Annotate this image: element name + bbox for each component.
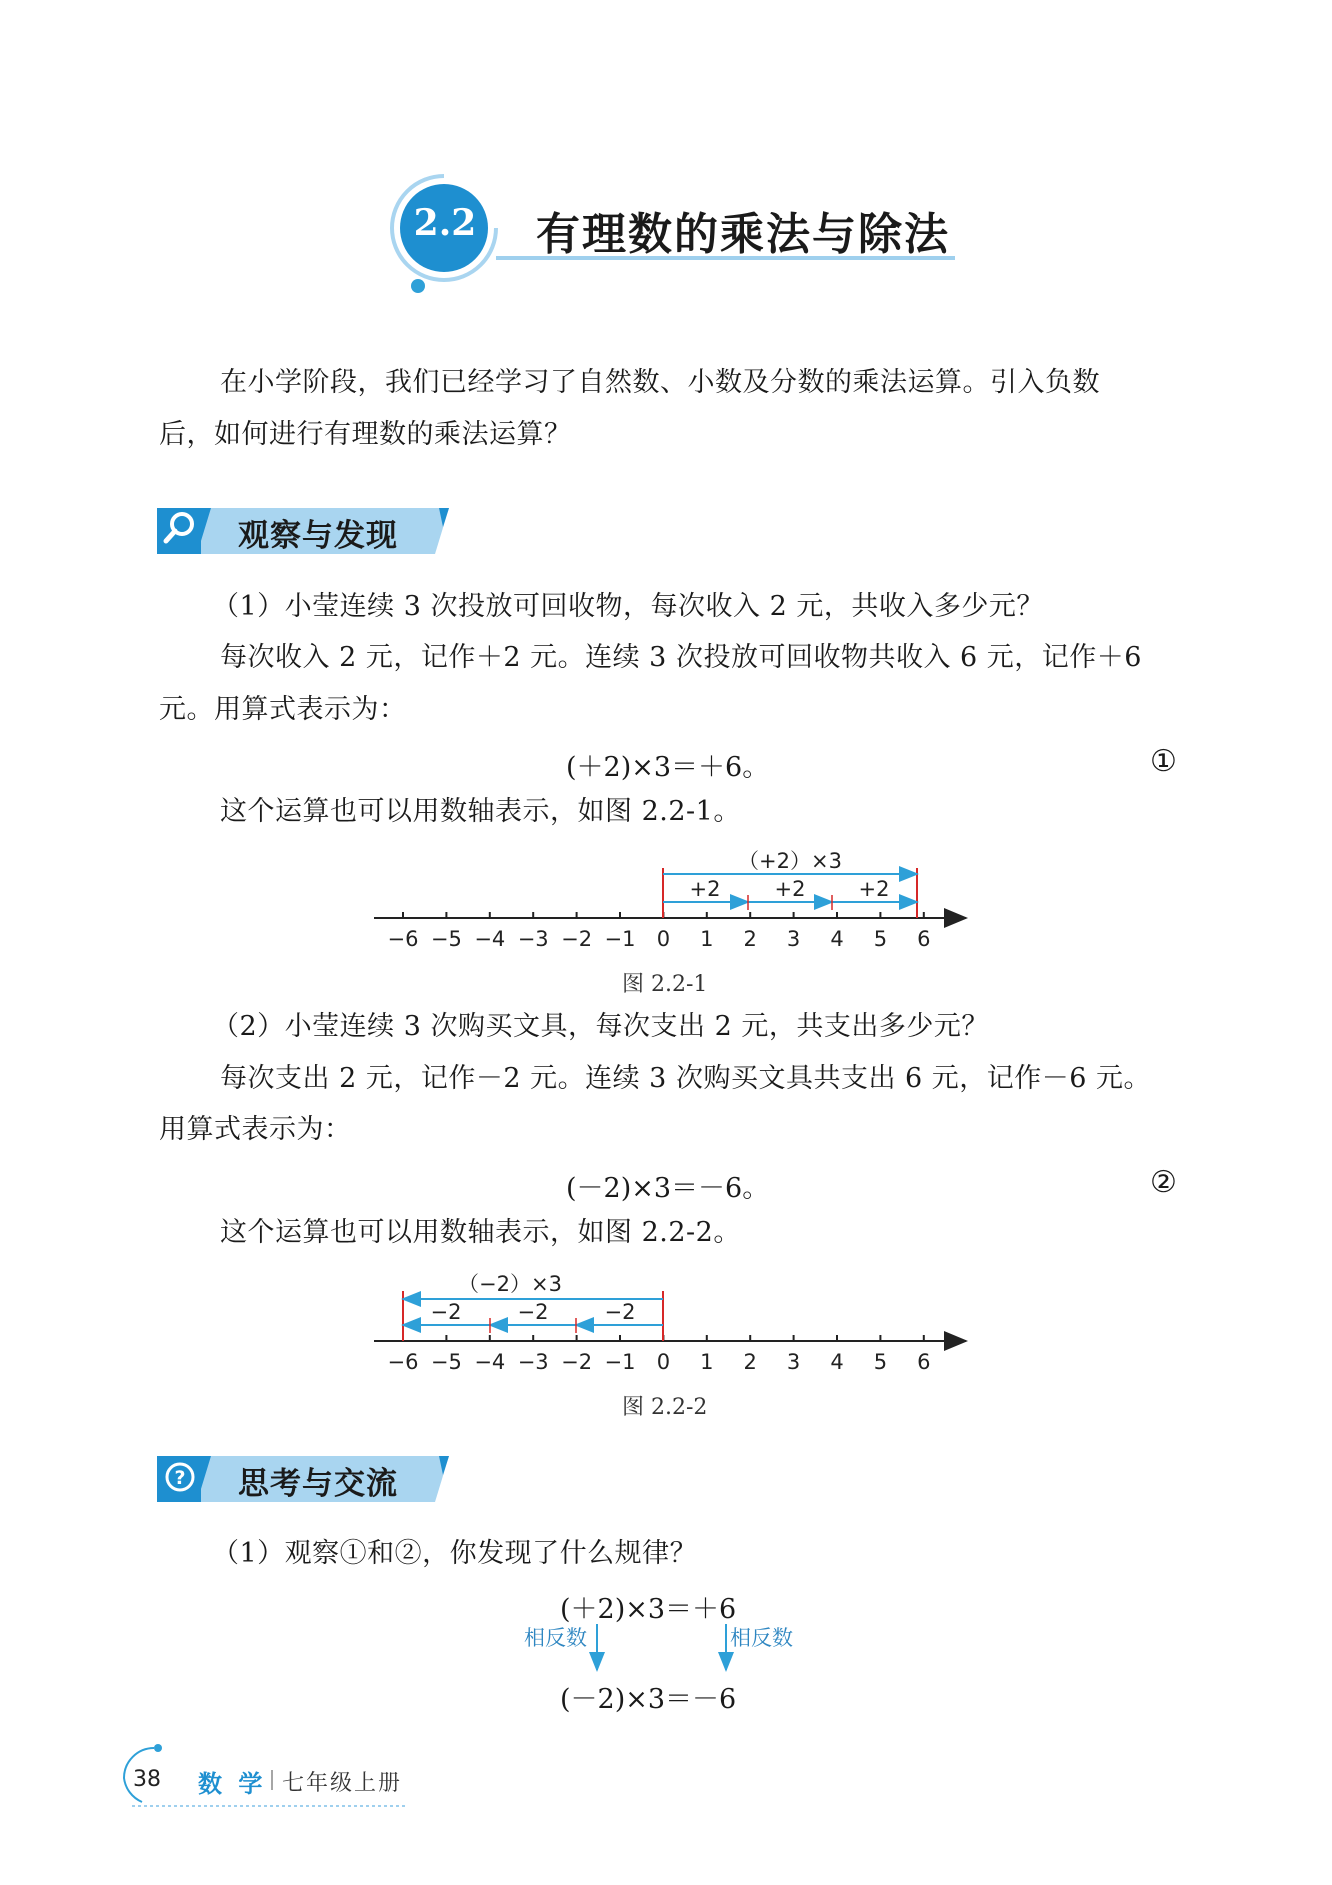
fig2-tick-label: 0 (656, 1350, 671, 1374)
fig2-step-label: −2 (517, 1300, 549, 1324)
fig1-tick-label: −2 (561, 927, 593, 951)
chapter-number: 2.2 (413, 202, 477, 244)
fig2-tick-label: −5 (430, 1350, 462, 1374)
fig1-tick-label: −3 (517, 927, 549, 951)
page-number: 38 (133, 1767, 161, 1792)
section-label-think: 思考与交流 (238, 1466, 398, 1502)
equation-2: (－2)×3＝－6。 (566, 1173, 770, 1204)
fig1-tick-label: −5 (430, 927, 462, 951)
fig1-step-label: +2 (689, 877, 721, 901)
fig1-step-label: +2 (774, 877, 806, 901)
fig2-step-label: −2 (430, 1300, 462, 1324)
figure-caption-1: 图 2.2-1 (622, 972, 708, 997)
fig1-tick-label: 5 (873, 927, 888, 951)
equation-2-number: ② (1150, 1165, 1177, 1200)
question-2: （2）小莹连续 3 次购买文具，每次支出 2 元，共支出多少元？ (212, 1011, 989, 1042)
magnifier-icon (162, 510, 198, 546)
section-label-observe: 观察与发现 (238, 518, 398, 554)
footer-subject: 数 学 (198, 1770, 267, 1798)
fig1-tick-label: 3 (786, 927, 801, 951)
fig1-tick-label: −1 (604, 927, 636, 951)
think-question-1: （1）观察①和②，你发现了什么规律？ (212, 1538, 698, 1569)
para-3-line-2: 用算式表示为： (159, 1114, 352, 1145)
note-left: 相反数 (524, 1626, 587, 1650)
question-1: （1）小莹连续 3 次投放可回收物，每次收入 2 元，共收入多少元？ (212, 591, 1044, 622)
fig2-tick-label: 1 (700, 1350, 714, 1374)
fig1-tick-label: −6 (387, 927, 419, 951)
think-equation-top: (＋2)×3＝＋6 (560, 1594, 737, 1625)
figure-2-2-2 (360, 1263, 980, 1383)
think-equation-bottom: (－2)×3＝－6 (560, 1684, 737, 1715)
fig2-tick-label: 4 (830, 1350, 844, 1374)
fig2-tick-label: −4 (474, 1350, 506, 1374)
figure-caption-2: 图 2.2-2 (622, 1395, 708, 1420)
fig1-step-label: +2 (858, 877, 890, 901)
fig1-tick-label: −4 (474, 927, 506, 951)
para-1-line-2: 元。用算式表示为： (159, 694, 407, 725)
fig2-tick-label: −3 (517, 1350, 549, 1374)
fig2-tick-label: 5 (873, 1350, 888, 1374)
fig2-tick-label: 2 (743, 1350, 757, 1374)
fig2-tick-label: −6 (387, 1350, 419, 1374)
equation-1-number: ① (1150, 744, 1177, 779)
chapter-title: 有理数的乘法与除法 (536, 209, 950, 260)
para-1-line-1: 每次收入 2 元，记作＋2 元。连续 3 次投放可回收物共收入 6 元，记作＋6 (220, 642, 1142, 673)
fig1-tick-label: 1 (700, 927, 714, 951)
fig2-tick-label: 6 (917, 1350, 931, 1374)
fig1-tick-label: 2 (743, 927, 757, 951)
fig1-tick-label: 4 (830, 927, 844, 951)
figure-2-2-1 (360, 840, 980, 960)
para-2: 这个运算也可以用数轴表示，如图 2.2-1。 (220, 796, 741, 827)
equation-1: (＋2)×3＝＋6。 (566, 752, 770, 783)
fig1-top-label: （+2）×3 (738, 849, 842, 873)
footer-grade: 七年级上册 (282, 1771, 403, 1796)
fig1-tick-label: 6 (917, 927, 931, 951)
fig2-tick-label: −2 (561, 1350, 593, 1374)
fig2-top-label: （−2）×3 (458, 1272, 562, 1296)
note-right: 相反数 (730, 1626, 793, 1650)
fig2-tick-label: 3 (786, 1350, 801, 1374)
para-3-line-1: 每次支出 2 元，记作－2 元。连续 3 次购买文具共支出 6 元，记作－6 元。 (220, 1063, 1152, 1094)
fig1-tick-label: 0 (656, 927, 671, 951)
fig2-step-label: −2 (604, 1300, 636, 1324)
fig2-tick-label: −1 (604, 1350, 636, 1374)
question-cycle-icon (162, 1459, 198, 1495)
intro-line-1: 在小学阶段，我们已经学习了自然数、小数及分数的乘法运算。引入负数 (220, 367, 1100, 398)
intro-line-2: 后，如何进行有理数的乘法运算？ (159, 419, 572, 450)
svg-text:?: ? (174, 1467, 186, 1489)
para-4: 这个运算也可以用数轴表示，如图 2.2-2。 (220, 1217, 741, 1248)
